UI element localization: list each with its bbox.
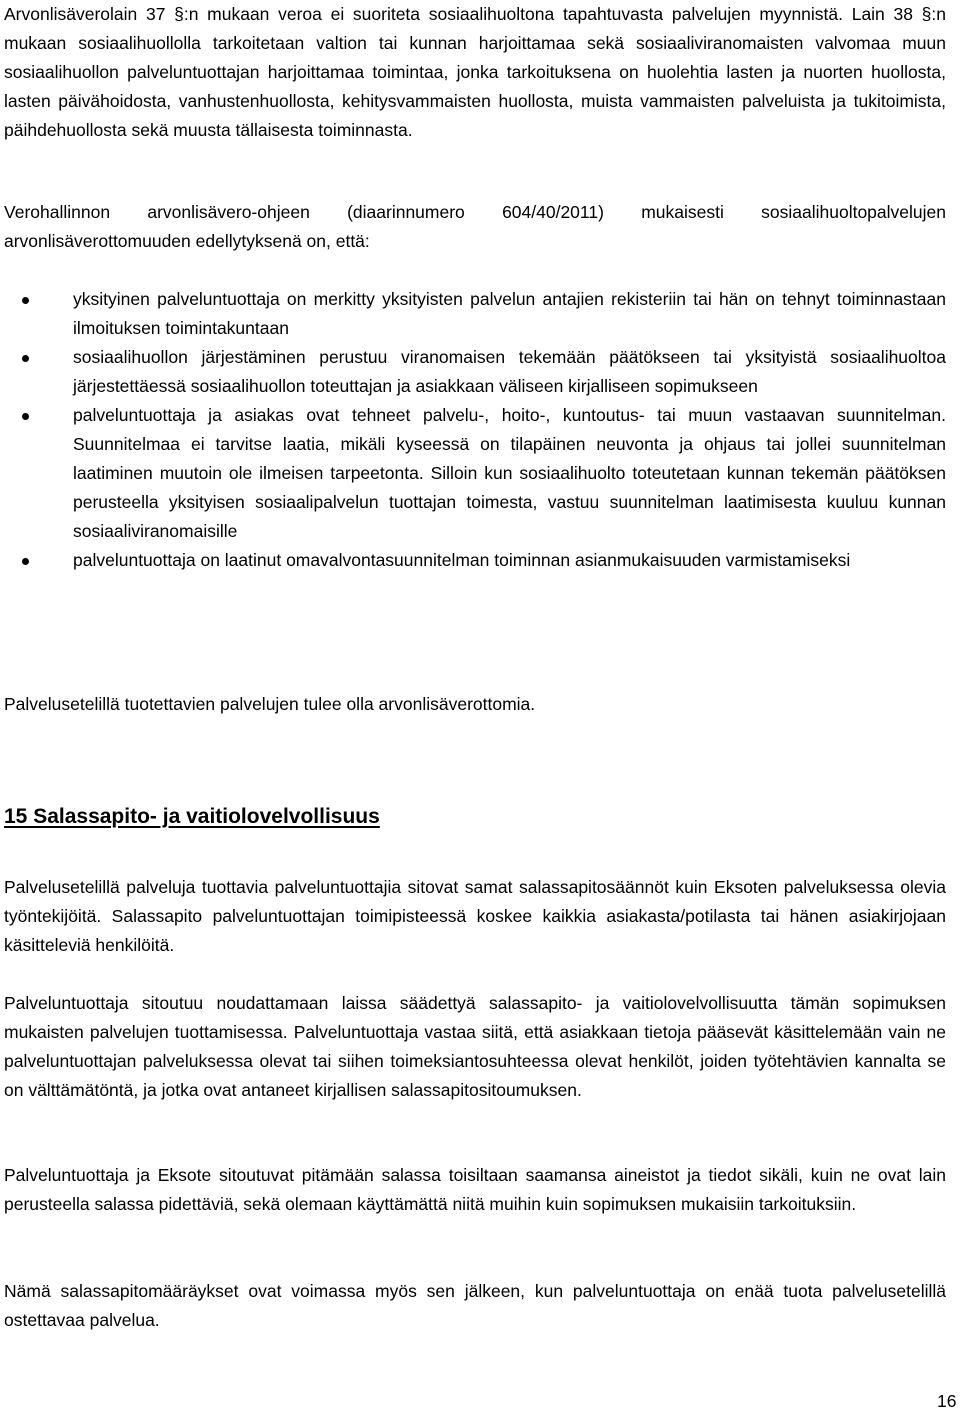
voucher-vat-paragraph: Palvelusetelillä tuotettavien palvelujen tulee olla arvonlisäverottomia. [4,694,536,714]
condition-text: palveluntuottaja ja asiakas ovat tehneet palvelu-, hoito-, kuntoutus- tai muun vastaavan suunnitelman. Suunnitelmaa ei tarvitse laatia, mikäli kyseessä on tilapäinen neuvonta ja ohjaus tai jollei suunnitelman laatiminen muutoin ole ilmeisen tarpeetonta. Silloin kun sosiaalihuolto toteutetaan kunnan tekemän päätöksen perusteella yksityisen sosiaalipalvelun tuottajan toimesta, vastuu suunnitelman laatimisesta kuuluu kunnan sosiaaliviranomaisille [73,405,946,541]
confidentiality-paragraph-1: Palvelusetelillä palveluja tuottavia palveluntuottajia sitovat samat salassapitosäännöt kuin Eksoten palveluksessa olevia työntekijöitä. Salassapito palveluntuottajan toimipisteessä koskee kaikkia asiakasta/potilasta tai hänen asiakirjojaan käsitteleviä henkilöitä. [4,877,946,955]
confidentiality-paragraph-4: Nämä salassapitomääräykset ovat voimassa myös sen jälkeen, kun palveluntuottaja on enää tuota palvelusetelillä ostettavaa palvelua. [4,1281,946,1330]
bullet-icon [22,558,29,565]
page-number: 16 [937,1391,957,1411]
list-item [4,343,946,401]
list-item [4,285,946,343]
bullet-icon [22,297,29,304]
condition-text: yksityinen palveluntuottaja on merkitty yksityisten palvelun antajien rekisteriin tai hän on tehnyt toiminnastaan ilmoituksen toimintakuntaan [73,289,946,338]
confidentiality-paragraph-3: Palveluntuottaja ja Eksote sitoutuvat pitämään salassa toisiltaan saamansa aineistot ja tiedot sikäli, kuin ne ovat lain perusteella salassa pidettäviä, sekä olemaan käyttämättä niitä muihin kuin sopimuksen mukaisiin tarkoituksiin. [4,1165,946,1214]
tax-guideline-paragraph: Verohallinnon arvonlisävero-ohjeen (diaarinnumero 604/40/2011) mukaisesti sosiaalihuoltopalvelujen arvonlisäverottomuuden edellytyksenä on, että: [4,202,946,251]
confidentiality-paragraph-2: Palveluntuottaja sitoutuu noudattamaan laissa säädettyä salassapito- ja vaitiolovelvollisuutta tämän sopimuksen mukaisten palvelujen tuottamisessa. Palveluntuottaja vastaa siitä, että asiakkaan tietoja pääsevät käsittelemään vain ne palveluntuottajan palveluksessa olevat tai siihen toimeksiantosuhteessa olevat henkilöt, joiden työtehtävien kannalta se on välttämätöntä, ja jotka ovat antaneet kirjallisen salassapitositoumuksen. [4,993,946,1100]
condition-text: sosiaalihuollon järjestäminen perustuu viranomaisen tekemään päätökseen tai yksityistä sosiaalihuoltoa järjestettäessä sosiaalihuollon toteuttajan ja asiakkaan väliseen kirjalliseen sopimukseen [73,347,946,396]
conditions-list [4,285,946,575]
section-heading: 15 Salassapito- ja vaitiolovelvollisuus [4,805,380,828]
intro-paragraph: Arvonlisäverolain 37 §:n mukaan veroa ei suoriteta sosiaalihuoltona tapahtuvasta palvelujen myynnistä. Lain 38 §:n mukaan sosiaalihuollolla tarkoitetaan valtion tai kunnan harjoittamaa sekä sosiaaliviranomaisten valvomaa muun sosiaalihuollon palveluntuottajan harjoittamaa toimintaa, jonka tarkoituksena on huolehtia lasten ja nuorten huollosta, lasten päivähoidosta, vanhustenhuollosta, kehitysvammaisten huollosta, muista vammaisten palveluista ja tukitoimista, päihdehuollosta sekä muusta tällaisesta toiminnasta. [4,4,946,140]
condition-text: palveluntuottaja on laatinut omavalvontasuunnitelman toiminnan asianmukaisuuden varmistamiseksi [73,550,851,570]
list-item [4,546,946,575]
list-item [4,401,946,546]
bullet-icon [22,413,29,420]
bullet-icon [22,355,29,362]
